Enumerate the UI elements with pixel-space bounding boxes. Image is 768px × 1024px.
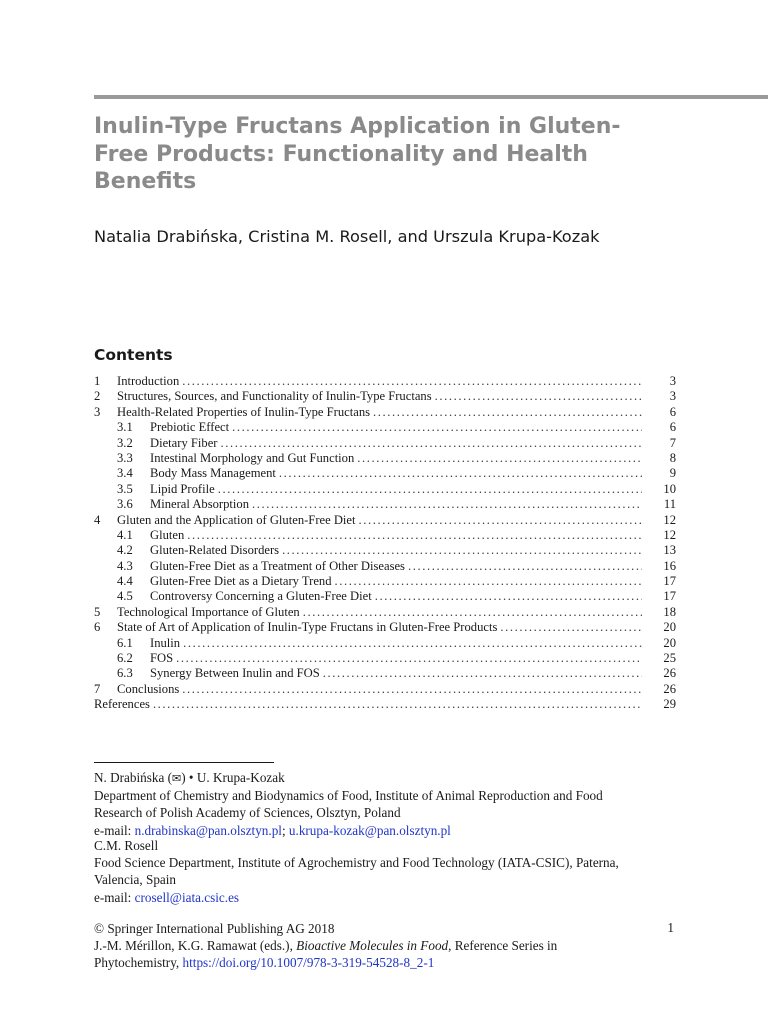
toc-leader-dots: [182, 374, 642, 389]
toc-entry-number: 2: [94, 389, 101, 404]
affiliation-names: [94, 769, 694, 787]
editors: J.-M. Mérillon, K.G. Ramawat (eds.),: [94, 938, 297, 954]
toc-entry-number: 4.1: [117, 527, 133, 542]
page-number: 1: [667, 920, 674, 935]
email-link[interactable]: crosell@iata.csic.es: [134, 889, 240, 905]
toc-leader-dots: [252, 497, 642, 512]
toc-entry[interactable]: [94, 436, 676, 451]
toc-entry-page: 26: [663, 681, 676, 696]
toc-entry-page: 26: [663, 666, 676, 681]
toc-entry[interactable]: [94, 574, 676, 589]
chapter-title: [94, 113, 694, 196]
toc-entry-number: 4.2: [117, 543, 133, 558]
toc-entry-page: 6: [669, 420, 676, 435]
toc-entry-title: Mineral Absorption: [150, 497, 249, 512]
email-label: e-mail:: [94, 889, 135, 905]
toc-entry-title: Health-Related Properties of Inulin-Type Fructans: [117, 404, 371, 419]
toc-entry-page: 10: [663, 481, 676, 496]
toc-entry-title: Body Mass Management: [150, 466, 276, 481]
toc-leader-dots: [373, 405, 642, 420]
toc-leader-dots: [187, 528, 642, 543]
toc-entry-title: Dietary Fiber: [150, 435, 218, 450]
toc-entry-title: Lipid Profile: [150, 481, 215, 496]
toc-entry-page: 8: [669, 450, 676, 465]
toc-entry-number: 3.4: [117, 466, 133, 481]
toc-entry-page: 11: [663, 497, 676, 512]
title-line: Inulin-Type Fructans Application in Gluten-: [94, 114, 621, 139]
toc-entry-page: 6: [669, 404, 676, 419]
toc-entry[interactable]: [94, 559, 676, 574]
title-line: Benefits: [94, 169, 197, 194]
toc-entry-number: 3.5: [117, 481, 133, 496]
toc-entry-title: State of Art of Application of Inulin-Type Fructans in Gluten-Free Products: [117, 620, 498, 635]
toc-entry[interactable]: [94, 405, 676, 420]
toc-leader-dots: [221, 436, 643, 451]
toc-entry-number: 3.6: [117, 497, 133, 512]
series: , Reference Series in: [448, 938, 558, 954]
toc-entry[interactable]: [94, 543, 676, 558]
toc-entry-page: 12: [663, 512, 676, 527]
toc-entry-number: 6.3: [117, 666, 133, 681]
toc-entry-number: 4.5: [117, 589, 133, 604]
doi-link[interactable]: https://doi.org/10.1007/978-3-319-54528-8_2-1: [182, 955, 435, 971]
toc-entry[interactable]: [94, 636, 676, 651]
toc-entry-title: References: [94, 697, 150, 712]
toc-entry-page: 9: [669, 466, 676, 481]
toc-entry-page: 29: [663, 697, 676, 712]
toc-entry[interactable]: [94, 620, 676, 635]
copyright-line: © Springer International Publishing AG 2018: [94, 921, 335, 936]
toc-leader-dots: [182, 682, 642, 697]
toc-entry-page: 7: [669, 435, 676, 450]
toc-leader-dots: [279, 466, 642, 481]
affiliation-department: Research of Polish Academy of Sciences, Olsztyn, Poland: [94, 805, 401, 821]
affiliation-names: C.M. Rosell: [94, 838, 159, 853]
toc-entry-page: 16: [663, 558, 676, 573]
toc-entry-number: 3.2: [117, 435, 133, 450]
toc-entry-title: Gluten-Related Disorders: [150, 543, 280, 558]
toc-leader-dots: [335, 574, 642, 589]
toc-entry[interactable]: [94, 374, 676, 389]
toc-entry-number: 4.3: [117, 558, 133, 573]
toc-entry-title: Conclusions: [117, 681, 180, 696]
toc-entry-page: 3: [669, 374, 676, 388]
toc-entry-page: 12: [663, 527, 676, 542]
toc-entry-number: 7: [94, 681, 101, 696]
book-title: Bioactive Molecules in Food: [296, 938, 449, 954]
toc-entry-title: Intestinal Morphology and Gut Function: [150, 450, 355, 465]
toc-leader-dots: [183, 636, 642, 651]
toc-entry[interactable]: [94, 682, 676, 697]
toc-leader-dots: [435, 389, 642, 404]
affiliation-department: Department of Chemistry and Biodynamics of Food, Institute of Animal Reproduction and Food: [94, 788, 603, 804]
toc-leader-dots: [323, 666, 642, 681]
toc-entry-page: 18: [663, 604, 676, 619]
toc-leader-dots: [232, 420, 642, 435]
toc-entry-number: 5: [94, 604, 101, 619]
toc-entry-title: Technological Importance of Gluten: [117, 604, 300, 619]
title-line: Free Products: Functionality and Health: [94, 141, 588, 167]
toc-entry-number: 1: [94, 374, 101, 388]
toc-entry-title: Gluten-Free Diet as a Treatment of Other Diseases: [150, 558, 405, 573]
email-link[interactable]: n.drabinska@pan.olsztyn.pl: [134, 822, 282, 838]
affiliation-block-2: [94, 837, 694, 906]
series: Phytochemistry,: [94, 955, 183, 971]
toc-leader-dots: [359, 513, 642, 528]
author-list: Natalia Drabińska, Cristina M. Rosell, and Urszula Krupa-Kozak: [94, 227, 600, 246]
toc-entry[interactable]: [94, 697, 676, 712]
toc-leader-dots: [303, 605, 642, 620]
toc-entry[interactable]: [94, 482, 676, 497]
toc-entry-page: 17: [663, 589, 676, 604]
toc-entry-number: 6.1: [117, 635, 133, 650]
toc-entry-title: Synergy Between Inulin and FOS: [150, 666, 320, 681]
toc-entry-page: 20: [663, 620, 676, 635]
toc-entry[interactable]: [94, 389, 676, 404]
toc-entry[interactable]: [94, 651, 676, 666]
affiliation-email: [94, 889, 694, 906]
toc-entry-number: 4: [94, 512, 101, 527]
toc-entry[interactable]: [94, 513, 676, 528]
author-name: N. Drabińska (: [94, 770, 173, 785]
affiliation-department: Food Science Department, Institute of Agrochemistry and Food Technology (IATA-CSIC), Paterna,: [94, 855, 619, 871]
toc-leader-dots: [357, 451, 642, 466]
author-name: ) • U. Krupa-Kozak: [181, 770, 285, 785]
contents-heading: Contents: [94, 346, 173, 364]
table-of-contents: [94, 374, 676, 713]
toc-entry-number: 3.1: [117, 420, 133, 435]
toc-leader-dots: [408, 559, 642, 574]
citation-line: [94, 954, 676, 971]
toc-entry-title: Gluten and the Application of Gluten-Free Diet: [117, 512, 356, 527]
toc-leader-dots: [176, 651, 642, 666]
citation-line: [94, 937, 676, 954]
toc-leader-dots: [218, 482, 642, 497]
affiliation-department: Valencia, Spain: [94, 872, 177, 888]
publication-info: [94, 920, 676, 972]
toc-entry-number: 6.2: [117, 651, 133, 666]
toc-entry[interactable]: [94, 497, 676, 512]
toc-entry-title: Controversy Concerning a Gluten-Free Diet: [150, 589, 372, 604]
toc-entry-title: Prebiotic Effect: [150, 420, 230, 435]
toc-entry-page: 3: [669, 389, 676, 404]
toc-entry-number: 3.3: [117, 450, 133, 465]
toc-entry-page: 25: [663, 651, 676, 666]
footnote-rule: [94, 762, 274, 763]
toc-entry[interactable]: [94, 589, 676, 604]
envelope-icon: ✉: [172, 772, 182, 785]
toc-entry-title: FOS: [150, 651, 174, 666]
toc-entry[interactable]: [94, 420, 676, 435]
toc-entry-title: Gluten-Free Diet as a Dietary Trend: [150, 574, 332, 589]
toc-entry-title: Introduction: [117, 374, 180, 388]
toc-entry-number: 4.4: [117, 574, 133, 589]
toc-leader-dots: [153, 697, 642, 712]
affiliation-block-1: [94, 769, 694, 839]
email-label: e-mail:: [94, 822, 135, 838]
toc-entry-title: Inulin: [150, 635, 181, 650]
toc-leader-dots: [282, 543, 642, 558]
toc-leader-dots: [500, 620, 642, 635]
toc-entry-number: 6: [94, 620, 101, 635]
toc-leader-dots: [375, 589, 642, 604]
toc-entry[interactable]: [94, 466, 676, 481]
email-separator: ;: [281, 822, 289, 838]
toc-entry-page: 17: [663, 574, 676, 589]
toc-entry[interactable]: [94, 451, 676, 466]
header-rule: [94, 95, 768, 99]
toc-entry-page: 13: [663, 543, 676, 558]
toc-entry-title: Gluten: [150, 527, 185, 542]
email-link[interactable]: u.krupa-kozak@pan.olsztyn.pl: [288, 822, 451, 838]
toc-entry-number: 3: [94, 404, 101, 419]
toc-entry[interactable]: [94, 666, 676, 681]
toc-entry[interactable]: [94, 528, 676, 543]
toc-entry-title: Structures, Sources, and Functionality of Inulin-Type Fructans: [117, 389, 432, 404]
toc-entry-page: 20: [663, 635, 676, 650]
toc-entry[interactable]: [94, 605, 676, 620]
